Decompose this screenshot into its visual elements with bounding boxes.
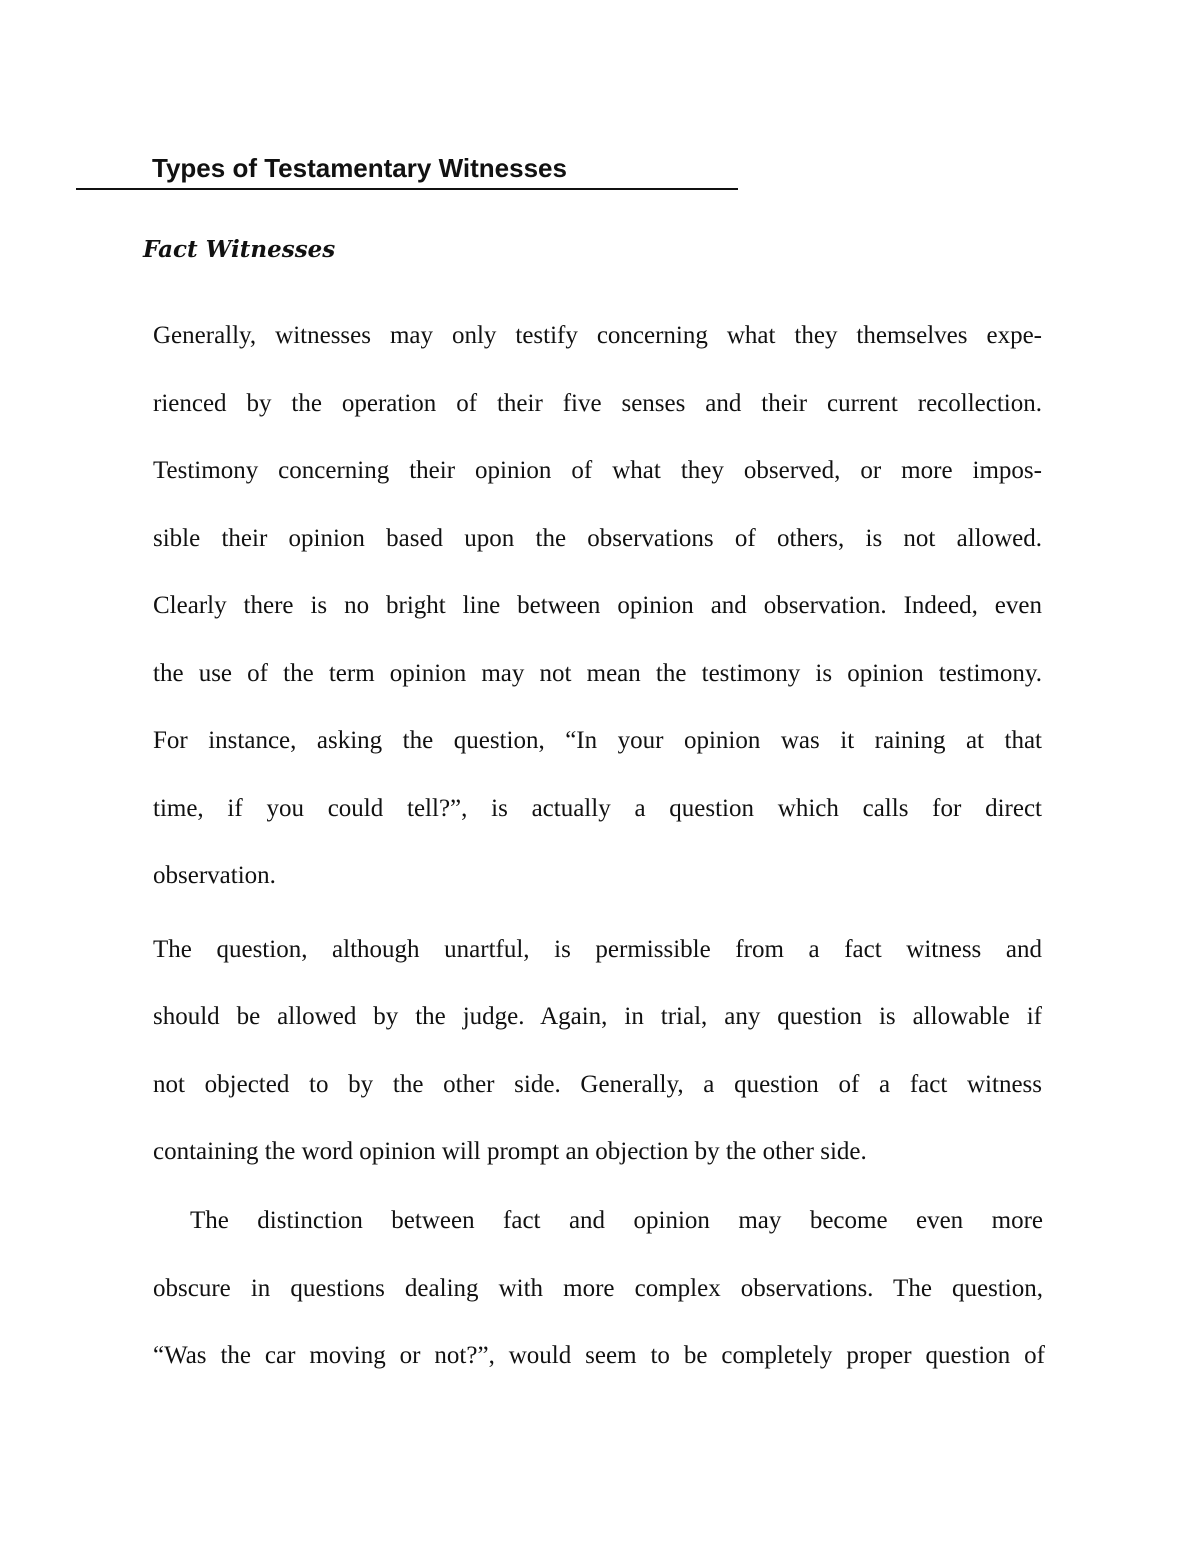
text-line: rienced by the operation of their five senses and their current recollection. <box>153 390 1042 417</box>
section-subheading: Fact Witnesses <box>143 236 336 263</box>
text-line: “Was the car moving or not?”, would seem to be completely proper question of <box>153 1342 1045 1369</box>
text-line: Testimony concerning their opinion of what they observed, or more impos- <box>153 457 1042 484</box>
text-line: Generally, witnesses may only testify concerning what they themselves expe- <box>153 322 1042 349</box>
text-line: not objected to by the other side. Generally, a question of a fact witness <box>153 1071 1042 1098</box>
text-line: The distinction between fact and opinion may become even more <box>190 1207 1043 1234</box>
text-line: The question, although unartful, is permissible from a fact witness and <box>153 936 1042 963</box>
text-line: Clearly there is no bright line between opinion and observation. Indeed, even <box>153 592 1042 619</box>
heading-rule <box>76 150 738 190</box>
page-title: Types of Testamentary Witnesses <box>152 153 567 183</box>
text-line: should be allowed by the judge. Again, in trial, any question is allowable if <box>153 1003 1042 1030</box>
text-line: obscure in questions dealing with more complex observations. The question, <box>153 1275 1043 1302</box>
text-line: observation. <box>153 862 276 889</box>
text-line: For instance, asking the question, “In your opinion was it raining at that <box>153 727 1042 754</box>
text-line: time, if you could tell?”, is actually a question which calls for direct <box>153 795 1042 822</box>
text-line: sible their opinion based upon the observations of others, is not allowed. <box>153 525 1042 552</box>
text-line: the use of the term opinion may not mean the testimony is opinion testimony. <box>153 660 1042 687</box>
text-line: containing the word opinion will prompt an objection by the other side. <box>153 1138 867 1165</box>
